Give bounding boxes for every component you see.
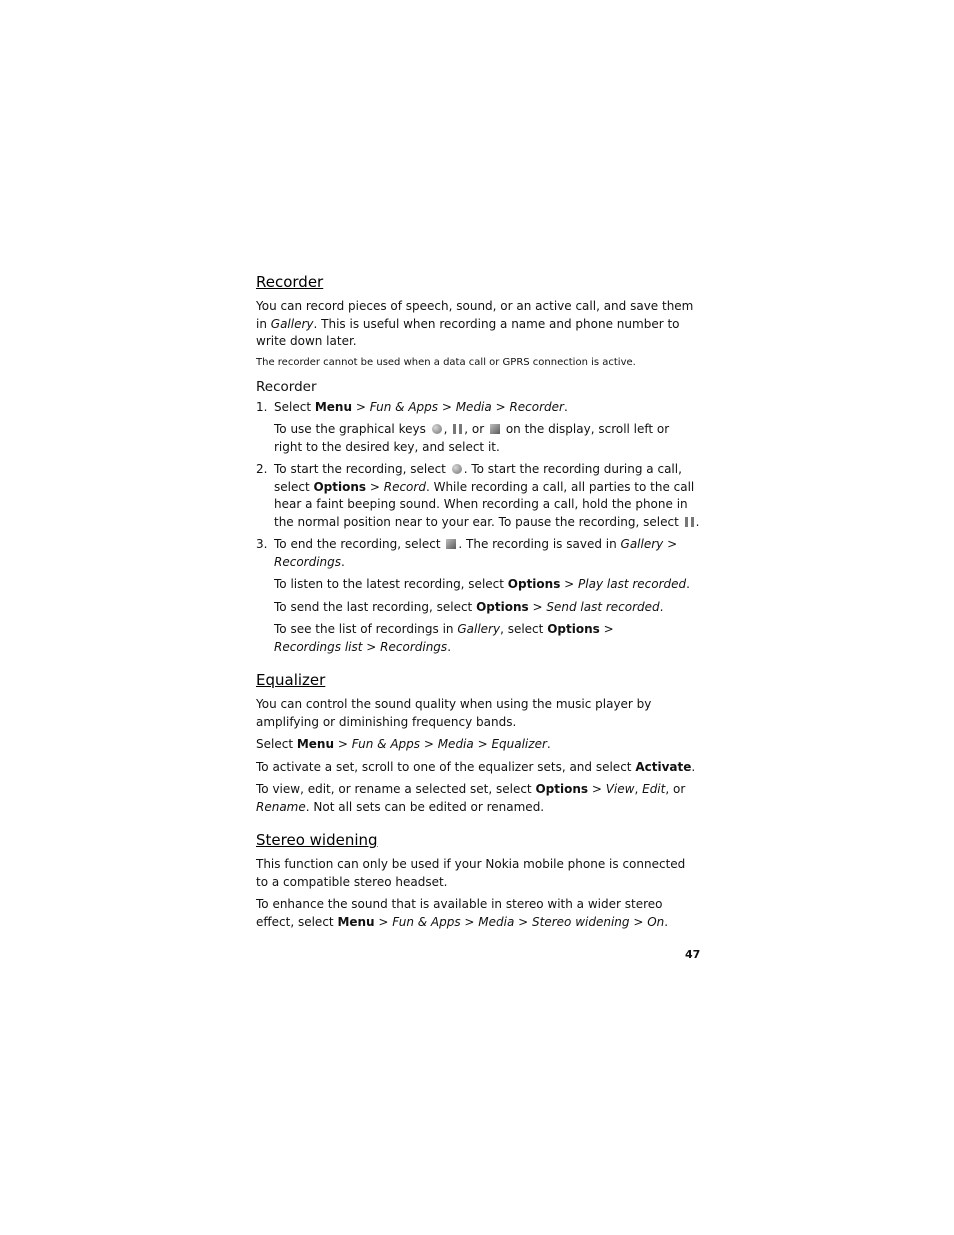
page-number: 47	[685, 948, 701, 961]
step-1-keys: To use the graphical keys , , or on the display, scroll left or right to the desired key, and select it.	[274, 422, 670, 454]
step-3-see-list: To see the list of recordings in Gallery, select Options > Recordings list > Recordings.	[274, 622, 614, 654]
stereo-widening-heading: Stereo widening	[256, 831, 378, 849]
equalizer-activate: To activate a set, scroll to one of the equalizer sets, and select Activate.	[256, 759, 696, 774]
pause-icon	[685, 517, 694, 527]
step-1: 1. Select Menu > Fun & Apps > Media > Recorder.	[256, 399, 568, 414]
equalizer-heading: Equalizer	[256, 671, 326, 689]
page-content	[256, 272, 701, 936]
step-3: 3. To end the recording, select . The recording is saved in Gallery > Recordings.	[256, 537, 678, 569]
step-2: 2. To start the recording, select . To start the recording during a call, select Options > Record. While recording a call, all parties to the call hear a faint beeping sound. When recording a call, hold the phone in the normal position near to your ear. To pause the recording, select .	[256, 462, 700, 529]
equalizer-select-path: Select Menu > Fun & Apps > Media > Equalizer.	[256, 737, 551, 751]
stop-icon	[446, 539, 456, 549]
stop-icon	[490, 424, 500, 434]
recorder-heading: Recorder	[256, 273, 324, 291]
step-3-listen: To listen to the latest recording, select Options > Play last recorded.	[274, 577, 690, 591]
step-3-send: To send the last recording, select Options > Send last recorded.	[274, 599, 664, 614]
recorder-note: The recorder cannot be used when a data call or GPRS connection is active.	[256, 356, 636, 368]
pause-icon	[453, 424, 462, 434]
stereo-intro: This function can only be used if your Nokia mobile phone is connected to a compatible stereo headset.	[256, 857, 686, 889]
equalizer-intro: You can control the sound quality when using the music player by amplifying or diminishing frequency bands.	[256, 697, 652, 729]
recorder-intro: You can record pieces of speech, sound, or an active call, and save them in Gallery. This is useful when recording a name and phone number to write down later.	[256, 299, 694, 348]
record-icon	[452, 464, 462, 474]
equalizer-view-edit: To view, edit, or rename a selected set, select Options > View, Edit, or Rename. Not all sets can be edited or renamed.	[256, 782, 686, 814]
stereo-enhance: To enhance the sound that is available in stereo with a wider stereo effect, select Menu > Fun & Apps > Media > Stereo widening > On.	[256, 897, 669, 929]
recorder-subheading: Recorder	[256, 378, 317, 395]
record-icon	[432, 424, 442, 434]
